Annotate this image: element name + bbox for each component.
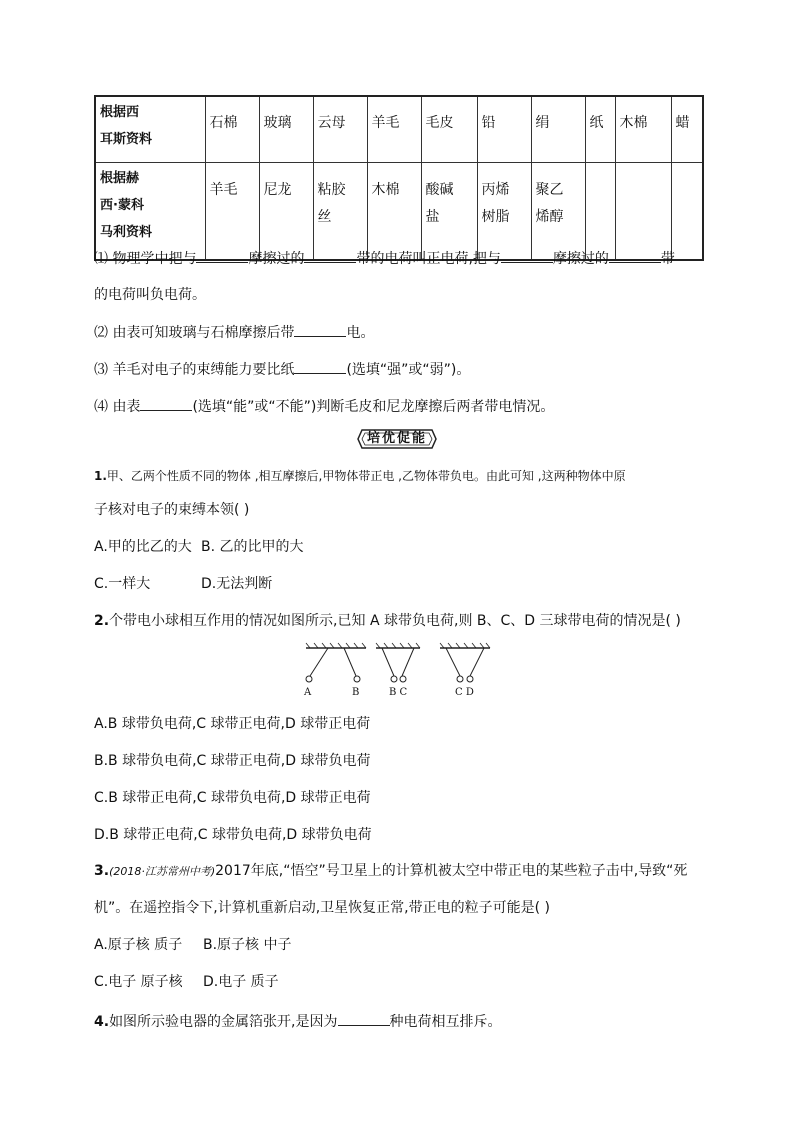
option-a[interactable]: A.B 球带负电荷,C 球带正电荷,D 球带正电荷 <box>94 716 371 732</box>
cell-line: 木棉 <box>371 182 400 198</box>
table-cell <box>531 163 585 261</box>
option-a[interactable]: A.原子核 质子 <box>94 937 183 953</box>
question-text: ⑴ 物理学中把与 <box>94 251 197 267</box>
table-cell: 毛皮 <box>421 96 477 163</box>
subquestion-1-line2: 的电荷叫负电荷。 <box>94 287 206 303</box>
option-d[interactable]: D.无法判断 <box>201 576 273 592</box>
cell-line: 丝 <box>317 209 332 225</box>
subquestion-4 <box>94 396 554 417</box>
row-header-cell <box>95 96 205 163</box>
answer-blank[interactable] <box>140 396 192 411</box>
answer-blank[interactable] <box>294 322 346 337</box>
question-text: 带 <box>660 251 675 267</box>
option-d[interactable]: D.电子 质子 <box>203 974 279 990</box>
table-cell <box>205 163 259 261</box>
badge-label: 培优促能 <box>366 431 427 446</box>
subquestion-3 <box>94 359 470 380</box>
table-cell <box>477 163 531 261</box>
charged-balls-figure <box>300 640 500 700</box>
header-line: 西·蒙科 <box>100 198 144 213</box>
question-text: 如图所示验电器的金属箔张开,是因为 <box>109 1014 338 1030</box>
table-cell: 铅 <box>477 96 531 163</box>
table-cell: 玻璃 <box>259 96 313 163</box>
question-text: (选填“能”或“不能”)判断毛皮和尼龙摩擦后两者带电情况。 <box>192 399 555 415</box>
answer-blank[interactable] <box>196 248 248 263</box>
question-text: 摩擦过的 <box>248 251 305 267</box>
table-row <box>95 163 703 261</box>
cell-line: 羊毛 <box>209 182 238 198</box>
option-a[interactable]: A.甲的比乙的大 <box>94 539 192 555</box>
option-c[interactable]: C.电子 原子核 <box>94 974 183 990</box>
question-text: (选填“强”或“弱”)。 <box>346 362 471 378</box>
question-2 <box>94 611 681 631</box>
option-c[interactable]: C.B 球带正电荷,C 球带负电荷,D 球带正电荷 <box>94 790 371 806</box>
subquestion-1 <box>94 248 675 269</box>
table-cell: 绢 <box>531 96 585 163</box>
section-badge <box>356 428 438 450</box>
table-cell <box>421 163 477 261</box>
question-text: ⑷ 由表 <box>94 399 141 415</box>
cell-line: 丙烯 <box>481 182 510 198</box>
table-cell <box>585 163 615 261</box>
answer-blank[interactable] <box>338 1011 390 1026</box>
header-line: 根据赫 <box>100 171 140 186</box>
cell-line: 粘胶 <box>317 182 346 198</box>
option-c[interactable]: C.一样大 <box>94 576 151 592</box>
question-text: 摩擦过的 <box>552 251 609 267</box>
subquestion-2 <box>94 322 374 343</box>
option-b[interactable]: B. 乙的比甲的大 <box>201 539 304 555</box>
cell-line: 树脂 <box>481 209 510 225</box>
question-text: ⑵ 由表可知玻璃与石棉摩擦后带 <box>94 325 295 341</box>
answer-blank[interactable] <box>304 248 356 263</box>
table-cell: 纸 <box>585 96 615 163</box>
table-cell <box>615 163 671 261</box>
figure-label: B <box>352 687 360 698</box>
question-text: ⑶ 羊毛对电子的束缚能力要比纸 <box>94 362 295 378</box>
figure-label: A <box>304 687 312 698</box>
cell-line: 尼龙 <box>263 182 292 198</box>
table-cell <box>259 163 313 261</box>
question-number: 1. <box>94 469 107 483</box>
question-text: 甲、乙两个性质不同的物体 ,相互摩擦后,甲物体带正电 ,乙物体带负电。由此可知 ,这两种物体中原 <box>106 469 626 483</box>
table-cell <box>367 163 421 261</box>
question-number: 3. <box>94 863 110 879</box>
table-cell: 羊毛 <box>367 96 421 163</box>
cell-line: 烯醇 <box>535 209 564 225</box>
header-line: 马利资料 <box>100 225 153 240</box>
table-cell: 木棉 <box>615 96 671 163</box>
table-cell <box>313 163 367 261</box>
row-header-cell <box>95 163 205 261</box>
answer-blank[interactable] <box>609 248 661 263</box>
triboelectric-series-table <box>94 95 704 261</box>
table-row <box>95 96 703 163</box>
question-text: 2017年底,“悟空”号卫星上的计算机被太空中带正电的某些粒子击中,导致“死 <box>215 863 688 879</box>
question-text: 电。 <box>346 325 375 341</box>
question-4 <box>94 1011 502 1032</box>
question-number: 2. <box>94 613 110 629</box>
answer-blank[interactable] <box>501 248 553 263</box>
question-number: 4. <box>94 1014 110 1030</box>
figure-label: C D <box>455 687 474 698</box>
question-text: 个带电小球相互作用的情况如图所示,已知 A 球带负电荷,则 B、C、D 三球带电荷的情况是( ) <box>109 613 681 629</box>
header-line: 耳斯资料 <box>100 132 153 147</box>
answer-blank[interactable] <box>294 359 346 374</box>
option-b[interactable]: B.B 球带负电荷,C 球带正电荷,D 球带负电荷 <box>94 753 371 769</box>
table-cell <box>671 163 703 261</box>
option-d[interactable]: D.B 球带正电荷,C 球带负电荷,D 球带负电荷 <box>94 827 372 843</box>
cell-line: 盐 <box>425 209 440 225</box>
table-cell: 石棉 <box>205 96 259 163</box>
cell-line: 酸碱 <box>425 182 454 198</box>
question-3 <box>94 861 687 882</box>
question-1 <box>94 466 626 486</box>
header-line: 根据西 <box>100 105 140 120</box>
question-1-line2: 子核对电子的束缚本领( ) <box>94 502 250 518</box>
option-b[interactable]: B.原子核 中子 <box>203 937 292 953</box>
figure-label: B C <box>389 687 408 698</box>
cell-line: 聚乙 <box>535 182 564 198</box>
question-text: 种电荷相互排斥。 <box>389 1014 502 1030</box>
question-text: 带的电荷叫正电荷,把与 <box>356 251 501 267</box>
table-cell: 蜡 <box>671 96 703 163</box>
question-3-line2: 机”。在遥控指令下,计算机重新启动,卫星恢复正常,带正电的粒子可能是( ) <box>94 900 550 916</box>
table-cell: 云母 <box>313 96 367 163</box>
question-source: (2018·江苏常州中考) <box>109 865 216 878</box>
